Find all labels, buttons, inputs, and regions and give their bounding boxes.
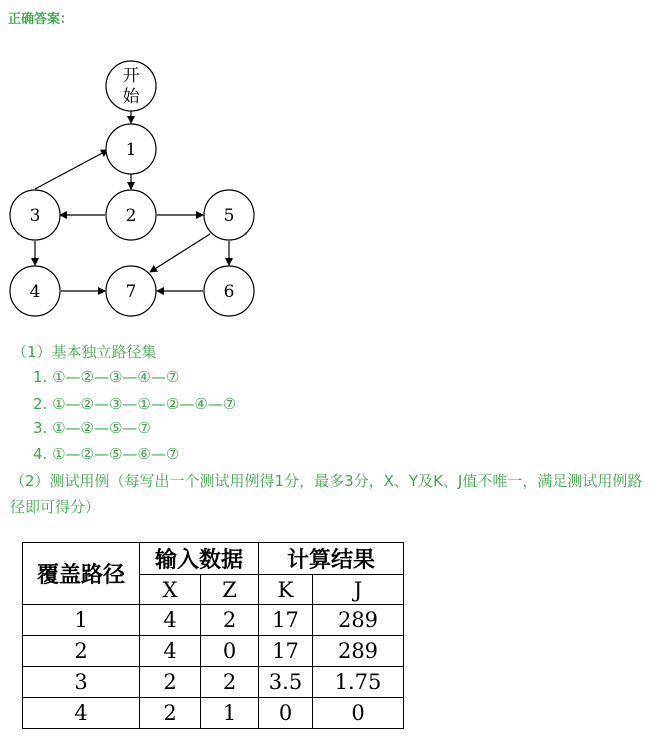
path-item-4: 4. ①—②—⑤—⑥—⑦ [33, 445, 180, 463]
group-header-input: 输入数据 [140, 543, 259, 575]
cell-k: 0 [259, 698, 313, 729]
cell-k: 3.5 [259, 667, 313, 698]
cell-z: 0 [201, 636, 259, 667]
path-item-3: 3. ①—②—⑤—⑦ [33, 419, 151, 437]
cell-z: 2 [201, 667, 259, 698]
node-3-label: 3 [29, 206, 41, 226]
cell-z: 2 [201, 605, 259, 636]
cell-k: 17 [259, 605, 313, 636]
edge-5-7 [150, 234, 210, 272]
node-2-label: 2 [125, 206, 137, 226]
col-header-path: 覆盖路径 [23, 543, 140, 605]
table-row [23, 636, 404, 667]
test-case-table [22, 542, 404, 729]
cell-x: 2 [140, 698, 201, 729]
table-row [23, 605, 404, 636]
node-6-label: 6 [223, 282, 235, 302]
col-header-z: Z [201, 575, 259, 605]
path-item-2: 2. ①—②—③—①—②—④—⑦ [33, 395, 237, 413]
cell-x: 4 [140, 605, 201, 636]
section2-title: （2）测试用例（每写出一个测试用例得1分，最多3分，X、Y及K、J值不唯一，满足测试用例路径即可得分） [10, 472, 643, 516]
cell-path: 3 [23, 667, 140, 698]
node-start-label-2: 始 [122, 87, 140, 107]
node-4-label: 4 [29, 282, 41, 302]
group-header-result: 计算结果 [259, 543, 404, 575]
cell-path: 4 [23, 698, 140, 729]
cell-k: 17 [259, 636, 313, 667]
section1-title: （1）基本独立路径集 [12, 343, 157, 361]
table-row [23, 667, 404, 698]
cell-x: 4 [140, 636, 201, 667]
cell-x: 2 [140, 667, 201, 698]
cell-path: 2 [23, 636, 140, 667]
col-header-j: J [313, 575, 404, 605]
cell-z: 1 [201, 698, 259, 729]
cell-j: 0 [313, 698, 404, 729]
node-5-label: 5 [223, 206, 235, 226]
cell-path: 1 [23, 605, 140, 636]
node-1-label: 1 [125, 140, 137, 160]
path-item-1: 1. ①—②—③—④—⑦ [33, 368, 180, 386]
answer-header: 正确答案： [8, 12, 74, 27]
edge-3-1 [35, 150, 108, 189]
cell-j: 1.75 [313, 667, 404, 698]
node-start-label-1: 开 [122, 66, 140, 86]
flow-graph [0, 0, 300, 330]
table-row [23, 698, 404, 729]
cell-j: 289 [313, 636, 404, 667]
cell-j: 289 [313, 605, 404, 636]
col-header-x: X [140, 575, 201, 605]
node-7-label: 7 [125, 282, 137, 302]
col-header-k: K [259, 575, 313, 605]
